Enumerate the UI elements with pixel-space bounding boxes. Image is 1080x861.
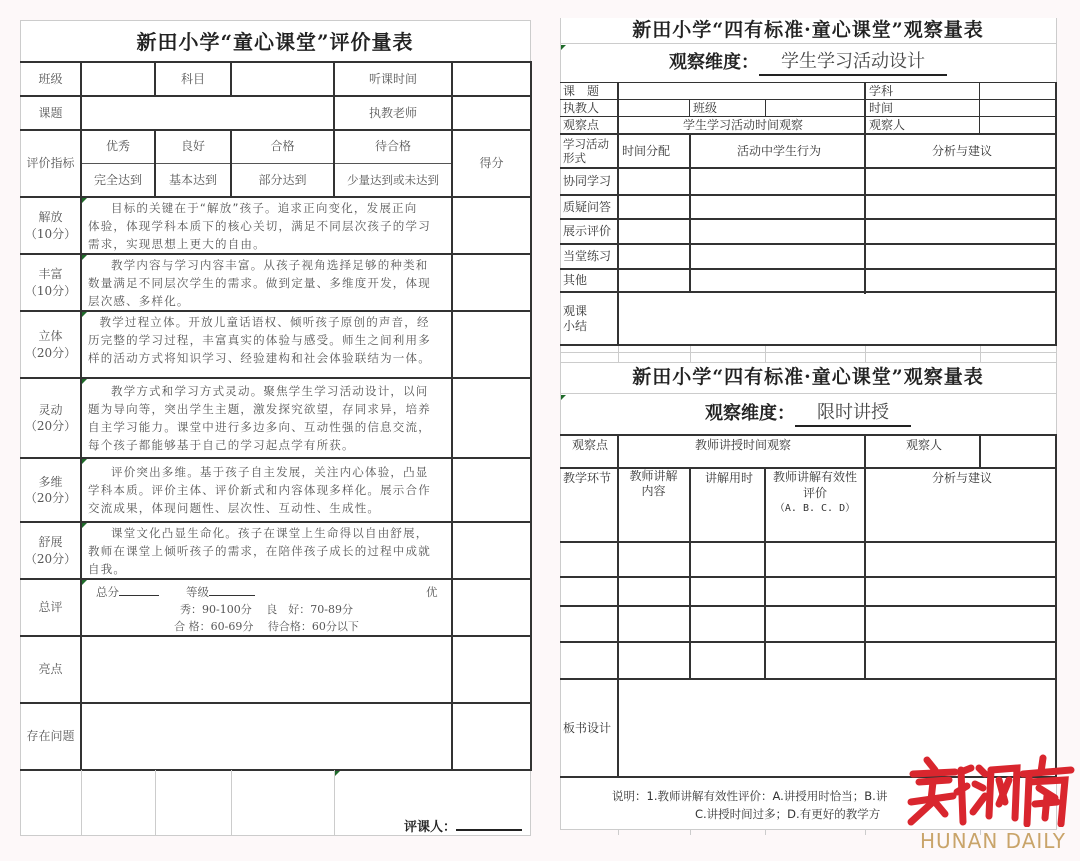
observation-point-value: 学生学习活动时间观察	[682, 117, 803, 132]
col-analysis: 分析与建议	[931, 143, 992, 158]
level-good: 良好	[180, 139, 205, 154]
topic-label: 课题	[38, 105, 63, 120]
highlights-input[interactable]	[82, 636, 451, 703]
evaluator-label: 评课人：	[404, 820, 457, 835]
criterion-score-input[interactable]	[453, 197, 530, 254]
subject-input[interactable]	[232, 62, 333, 96]
subject-input[interactable]	[981, 83, 1055, 99]
criterion-label	[20, 197, 81, 254]
level-desc-basic: 基本达到	[168, 173, 217, 188]
desc-line: 历完整的学习过程，丰富真实的体验与感受。师生之间利用多	[88, 333, 431, 347]
dimension-value: 学生学习活动设计	[759, 50, 947, 76]
level-pass: 合格	[270, 139, 295, 154]
criterion-points: （20分）	[24, 491, 77, 505]
criterion-points: （20分）	[24, 551, 77, 566]
grade-label: 等级	[186, 585, 209, 599]
class-label: 班级	[693, 100, 718, 115]
level-desc-full: 完全达到	[93, 173, 142, 188]
hunan-daily-logo	[905, 752, 1075, 827]
col-effectiveness-scale: （A. B. C. D）	[774, 503, 856, 514]
criterion-description	[82, 197, 451, 254]
problems-input[interactable]	[82, 703, 451, 770]
observer-input[interactable]	[981, 436, 1055, 467]
class-input[interactable]	[766, 100, 864, 116]
criterion-description	[82, 254, 451, 311]
problems-label: 存在问题	[26, 729, 75, 744]
observation-form-title: 新田小学“四有标准·童心课堂”观察量表	[632, 366, 984, 389]
desc-line: 目标的关键在于“解放”孩子。追求正向变化，发展正向	[111, 201, 418, 215]
criterion-name: 立体	[38, 329, 63, 344]
dimension-label: 观察维度：	[669, 51, 759, 73]
desc-line: 每个孩子都能够基于自己的学习起点学有所获。	[88, 438, 355, 452]
time-label: 时间	[869, 100, 894, 115]
lesson-time-input[interactable]	[453, 62, 530, 96]
teacher-input[interactable]	[453, 96, 530, 130]
criterion-description	[82, 522, 451, 579]
criterion-score-input[interactable]	[453, 458, 530, 522]
indicator-label: 评价指标	[26, 156, 75, 171]
hunan-daily-brand: HUNAN DAILY	[920, 829, 1066, 853]
class-input[interactable]	[82, 62, 154, 96]
activity-row-label: 质疑问答	[563, 199, 612, 214]
criterion-name: 丰富	[38, 267, 63, 282]
dimension-value: 限时讲授	[795, 401, 911, 427]
lecture-row[interactable]	[619, 643, 1055, 678]
subject-label: 科目	[180, 71, 205, 86]
desc-line: 教学方式和学习方式灵动。聚焦学生学习活动设计，以问	[111, 384, 429, 398]
desc-line: 需求，实现思想上更大的自由。	[88, 237, 266, 251]
highlights-score[interactable]	[453, 636, 530, 703]
criterion-description	[82, 458, 451, 522]
criterion-points: （20分）	[24, 419, 77, 433]
observation-dimension	[560, 46, 1056, 80]
grade-scale-line: 合 格：60-69分 待合格：60分以下	[174, 620, 359, 633]
level-excellent: 优秀	[105, 139, 130, 154]
desc-line: 数量满足不同层次学生的需求。做到定量、多维度开发，体现	[88, 276, 431, 290]
criterion-label	[20, 254, 81, 311]
level-desc-partial: 部分达到	[258, 173, 307, 188]
criterion-label	[20, 311, 81, 378]
grade-field[interactable]	[186, 584, 255, 600]
topic-input[interactable]	[619, 83, 864, 99]
criterion-description	[82, 378, 451, 458]
observer-input[interactable]	[981, 117, 1055, 133]
grade-scale-line: 秀：90-100分 良 好：70-89分	[180, 603, 353, 616]
criterion-score-input[interactable]	[453, 522, 530, 579]
lecture-row[interactable]	[619, 543, 1055, 576]
score-label: 得分	[479, 156, 504, 171]
criterion-score-input[interactable]	[453, 311, 530, 378]
criterion-score-input[interactable]	[453, 378, 530, 458]
criterion-score-input[interactable]	[453, 254, 530, 311]
lesson-time-label: 听课时间	[368, 71, 417, 86]
desc-line: 教师在课堂上倾听孩子的需求，在陪伴孩子成长的过程中成就	[88, 544, 431, 558]
left-form-title: 新田小学“童心课堂”评价量表	[136, 29, 414, 54]
desc-line: 学科本质。评价主体、评价新式和内容体现多样化。展示合作	[88, 483, 431, 497]
col-student-behavior: 活动中学生行为	[736, 143, 821, 158]
teacher-label: 执教老师	[368, 105, 417, 120]
summary-label: 总评	[38, 600, 63, 615]
dimension-label: 观察维度：	[705, 402, 795, 424]
grade-scale-tail: 优	[426, 585, 438, 599]
criterion-name: 多维	[38, 474, 63, 489]
teacher-input[interactable]	[619, 100, 689, 116]
col-activity-form: 学习活动形式	[563, 136, 609, 165]
summary-score-input[interactable]	[453, 579, 530, 636]
desc-line: 层次感、多样化。	[88, 294, 190, 308]
problems-score[interactable]	[453, 703, 530, 770]
total-score-field[interactable]	[96, 584, 159, 600]
desc-line: 题为导向等，突出学生主题，激发探究欲望，存同求异，培养	[88, 402, 431, 416]
explanation-line: 说明：1.教师讲解有效性评价：A.讲授用时恰当；B.讲	[612, 789, 888, 803]
col-effectiveness-label: 教师讲解有效性评价	[772, 470, 857, 500]
highlights-label: 亮点	[38, 662, 63, 677]
observer-label: 观察人	[869, 117, 906, 132]
desc-line: 体验，体现学科本质下的核心关切，满足不同层次孩子的学习	[88, 219, 431, 233]
col-effectiveness	[766, 469, 864, 529]
criterion-points: （10分）	[24, 283, 77, 298]
topic-input[interactable]	[82, 96, 333, 130]
observation-form-title: 新田小学“四有标准·童心课堂”观察量表	[632, 19, 984, 42]
criterion-points: （10分）	[24, 226, 77, 241]
xinhunan-logo-icon	[905, 752, 1075, 827]
criterion-name: 舒展	[38, 535, 63, 550]
desc-line: 评价突出多维。基于孩子自主发展，关注内心体验，凸显	[111, 465, 429, 479]
desc-line: 样的活动方式将知识学习、经验建构和社会体验联结为一体。	[88, 351, 431, 365]
topic-label: 课 题	[563, 83, 600, 98]
observer-label: 观察人	[905, 437, 942, 452]
desc-line: 课堂文化凸显生命化。孩子在课堂上生命得以自由舒展，	[111, 526, 429, 540]
activity-row-label: 协同学习	[563, 174, 612, 188]
lesson-summary-label: 观课小结	[563, 303, 588, 333]
desc-line: 教学内容与学习内容丰富。从孩子视角选择足够的种类和	[111, 258, 429, 272]
desc-line: 自主学习能力。课堂中进行多边多向、互动性强的信息交流，	[88, 420, 431, 434]
activity-row-label: 展示评价	[563, 224, 612, 238]
class-label: 班级	[38, 71, 63, 86]
criterion-name: 解放	[38, 210, 63, 225]
summary-content	[82, 579, 451, 636]
observation-point-value: 教师讲授时间观察	[694, 437, 791, 452]
desc-line: 教学过程立体。开放儿童话语权、倾听孩子原创的声音，经	[99, 315, 430, 329]
observation-dimension	[560, 396, 1056, 432]
activity-row-label: 其他	[563, 273, 588, 287]
board-design-label: 板书设计	[563, 720, 612, 735]
explanation-line: C.讲授时间过多；D.有更好的教学方	[695, 807, 881, 821]
criterion-label	[20, 378, 81, 458]
criterion-description	[82, 311, 451, 378]
subject-label: 学科	[869, 83, 894, 98]
criterion-label	[20, 458, 81, 522]
time-input[interactable]	[981, 100, 1055, 116]
teacher-label: 执教人	[563, 100, 600, 115]
criterion-name: 灵动	[38, 402, 63, 417]
activity-row-label: 当堂练习	[563, 249, 612, 263]
lecture-row[interactable]	[619, 607, 1055, 641]
criterion-label	[20, 522, 81, 579]
criterion-points: （20分）	[24, 345, 77, 360]
col-lecture-time: 讲解用时	[704, 470, 753, 485]
col-time-allocation: 时间分配	[622, 143, 671, 158]
observation-point-label: 观察点	[571, 437, 608, 452]
col-teaching-stage: 教学环节	[563, 470, 612, 485]
col-lecture-content: 教师讲解内容	[629, 469, 678, 498]
evaluator-field[interactable]	[404, 816, 522, 835]
level-fail: 待合格	[374, 139, 411, 154]
lesson-summary-input[interactable]	[619, 293, 1055, 344]
observation-point-label: 观察点	[563, 117, 600, 132]
desc-line: 自我。	[88, 562, 127, 576]
lecture-row[interactable]	[619, 578, 1055, 605]
level-desc-little: 少量达到或未达到	[347, 172, 439, 187]
col-analysis: 分析与建议	[931, 470, 992, 485]
desc-line: 交流成果，体现问题性、层次性、互动性、生成性。	[88, 501, 381, 515]
total-score-label: 总分	[96, 585, 119, 599]
